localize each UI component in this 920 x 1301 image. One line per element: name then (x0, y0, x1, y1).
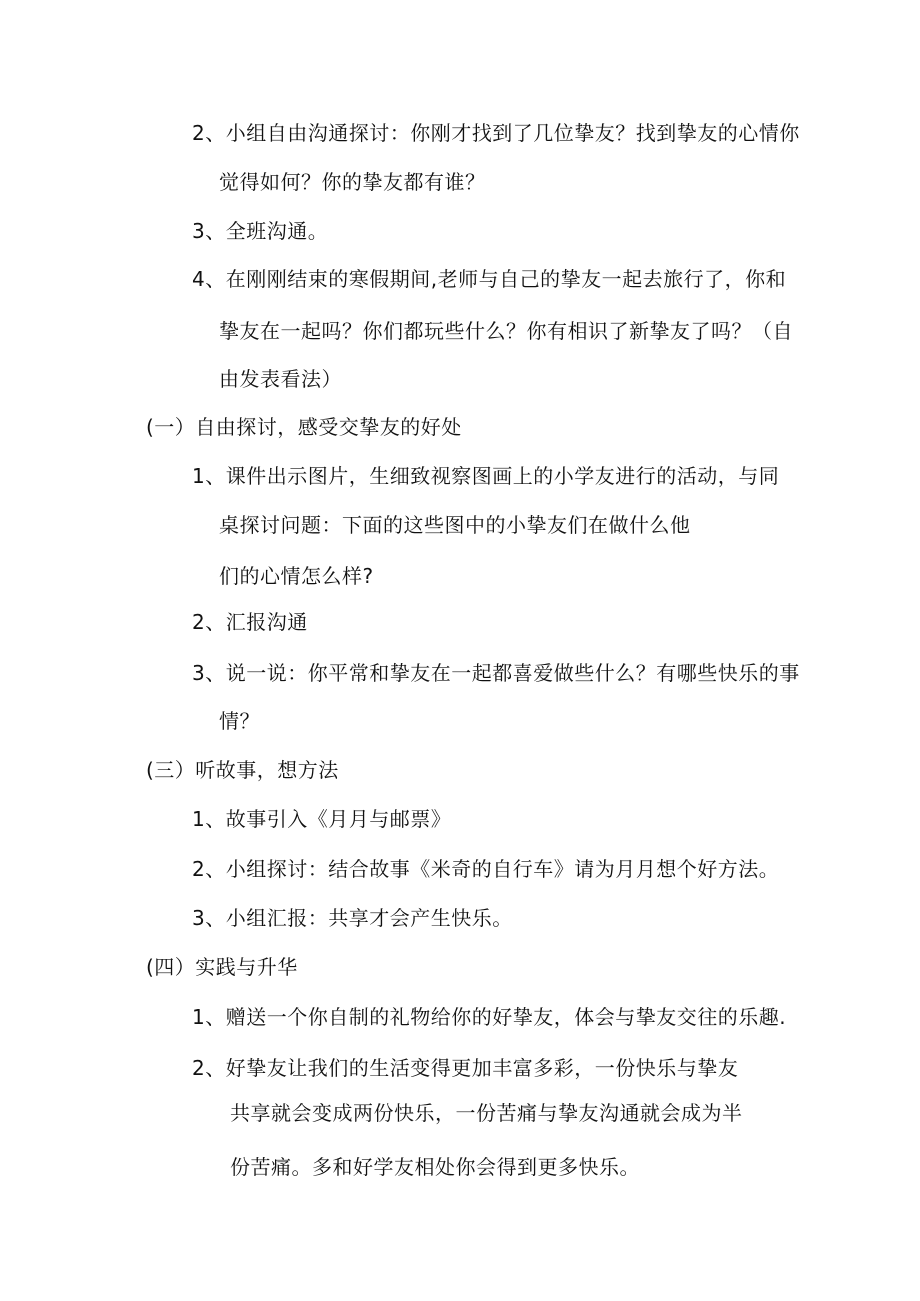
item-4-line-2: 挚友在一起吗？你们都玩些什么？你有相识了新挚友了吗？（自 (219, 319, 793, 343)
section4-item-1: 1、赠送一个你自制的礼物给你的好挚友，体会与挚友交往的乐趣. (192, 1005, 787, 1029)
section-heading-4: (四）实践与升华 (146, 955, 298, 979)
section1-item-3-line-2: 情？ (219, 709, 260, 733)
item-4-line-3: 由发表看法） (219, 367, 342, 391)
section1-item-1-line-1: 1、课件出示图片，生细致视察图画上的小学友进行的活动，与同 (192, 464, 780, 488)
section-heading-1: (一）自由探讨，感受交挚友的好处 (146, 415, 462, 439)
section-heading-3: (三）听故事，想方法 (146, 758, 339, 782)
section3-item-1: 1、故事引入《月月与邮票》 (192, 807, 452, 831)
section1-item-3-line-1: 3、说一说：你平常和挚友在一起都喜爱做些什么？有哪些快乐的事 (192, 661, 800, 685)
item-4-line-1: 4、在刚刚结束的寒假期间,老师与自己的挚友一起去旅行了，你和 (192, 267, 787, 291)
section4-item-2-line-3: 份苦痛。多和好学友相处你会得到更多快乐。 (230, 1155, 640, 1179)
section1-item-1-line-3: 们的心情怎么样? (219, 564, 374, 588)
section4-item-2-line-2: 共享就会变成两份快乐，一份苦痛与挚友沟通就会成为半 (230, 1101, 743, 1125)
item-3: 3、全班沟通。 (192, 219, 329, 243)
item-2-line-2: 觉得如何？你的挚友都有谁？ (219, 170, 486, 194)
section4-item-2-line-1: 2、好挚友让我们的生活变得更加丰富多彩，一份快乐与挚友 (192, 1056, 739, 1080)
item-2-line-1: 2、小组自由沟通探讨：你刚才找到了几位挚友？找到挚友的心情你 (192, 121, 800, 145)
section1-item-2: 2、汇报沟通 (192, 610, 308, 634)
section3-item-2: 2、小组探讨：结合故事《米奇的自行车》请为月月想个好方法。 (192, 857, 780, 881)
section1-item-1-line-2: 桌探讨问题：下面的这些图中的小挚友们在做什么他 (219, 513, 691, 537)
section3-item-3: 3、小组汇报：共享才会产生快乐。 (192, 906, 513, 930)
